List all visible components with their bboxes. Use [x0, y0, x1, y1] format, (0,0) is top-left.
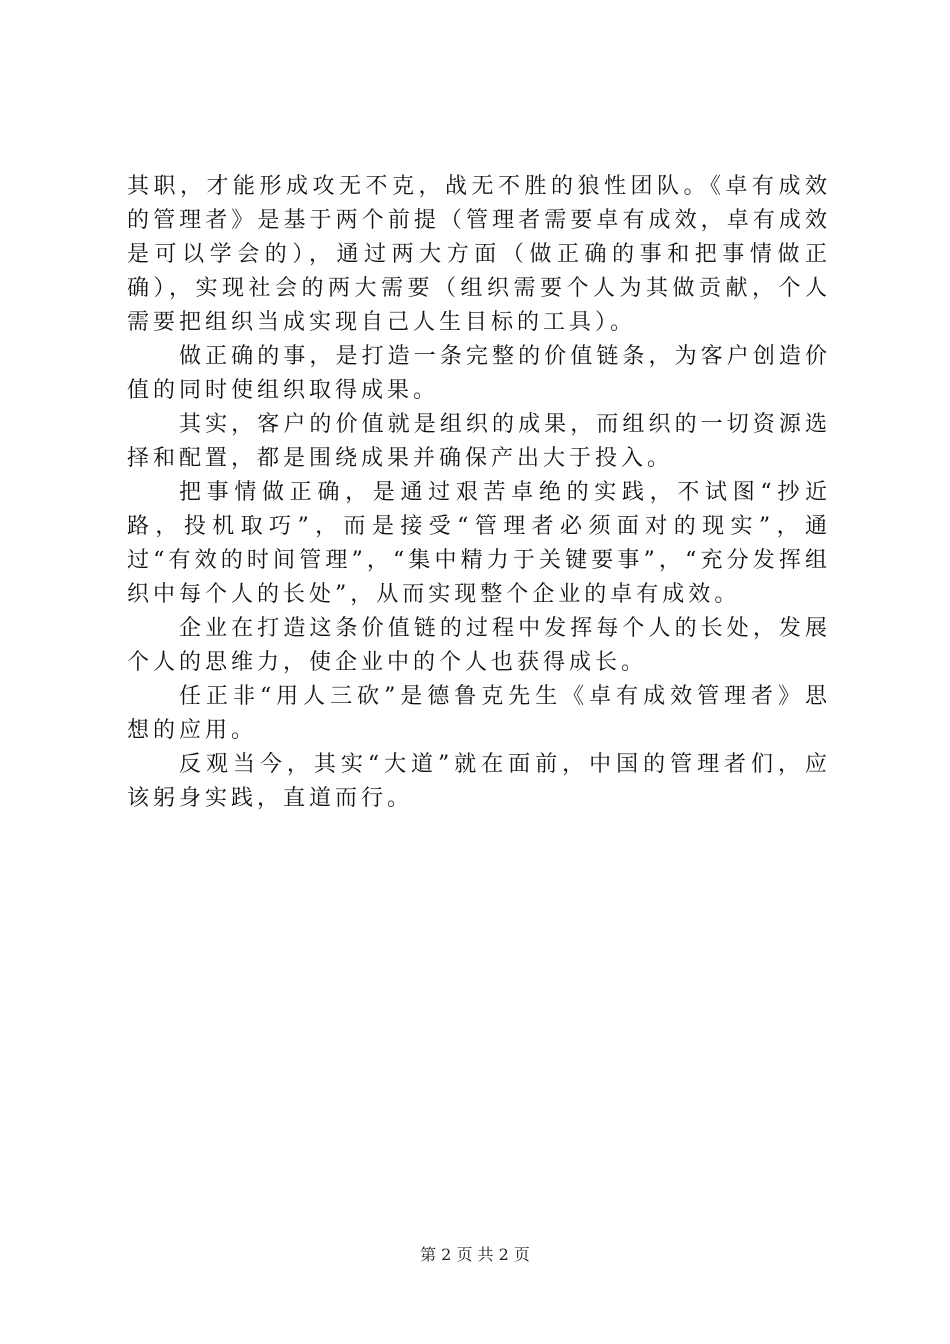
paragraph-continued: 其职，才能形成攻无不克，战无不胜的狼性团队。《卓有成效的管理者》是基于两个前提（管理者需要卓有成效，卓有成效是可以学会的），通过两大方面（做正确的事和把事情做正确），实现社会的两大需要（组织需要个人为其做贡献，个人需要把组织当成实现自己人生目标的工具）。: [127, 174, 831, 335]
page-footer: 第 2 页 共 2 页: [420, 1245, 530, 1264]
paragraph-conclusion: 反观当今，其实“大道”就在面前，中国的管理者们，应该躬身实践，直道而行。: [127, 752, 831, 811]
paragraph-ren-zhengfei: 任正非“用人三砍”是德鲁克先生《卓有成效管理者》思想的应用。: [127, 684, 831, 743]
paragraph-do-things-right: 把事情做正确，是通过艰苦卓绝的实践，不试图“抄近路，投机取巧”，而是接受“管理者必须面对的现实”，通过“有效的时间管理”，“集中精力于关键要事”，“充分发挥组织中每个人的长处”，从而实现整个企业的卓有成效。: [127, 480, 831, 607]
document-body: [127, 170, 831, 816]
paragraph-do-right-things: 做正确的事，是打造一条完整的价值链条，为客户创造价值的同时使组织取得成果。: [127, 344, 831, 403]
paragraph-customer-value: 其实，客户的价值就是组织的成果，而组织的一切资源选择和配置，都是围绕成果并确保产出大于投入。: [127, 412, 831, 471]
paragraph-value-chain: 企业在打造这条价值链的过程中发挥每个人的长处，发展个人的思维力，使企业中的个人也获得成长。: [127, 616, 831, 675]
